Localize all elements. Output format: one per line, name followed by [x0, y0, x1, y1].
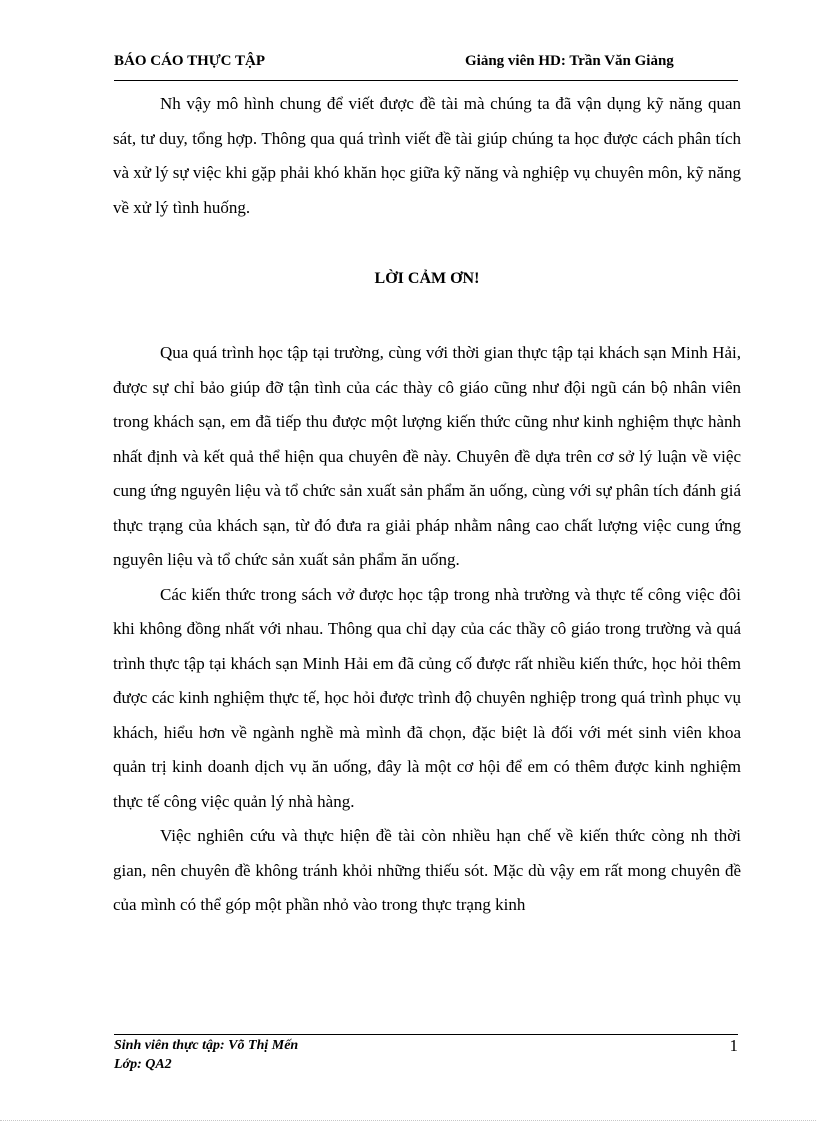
footer-divider: [114, 1034, 738, 1035]
ack-paragraph-2: Các kiến thức trong sách vở được học tập trong nhà trường và thực tế công việc đôi khi không đồng nhất với nhau. Thông qua chỉ dạy của các thầy cô giáo trong trường và quá trình thực tập tại khách sạn Minh Hải em đã củng cố được rất nhiều kiến thức, học hỏi thêm được các kinh nghiệm thực tế, học hỏi được trình độ chuyên nghiệp trong quá trình phục vụ khách, hiểu hơn về ngành nghề mà mình đã chọn, đặc biệt là đối với mét sinh viên khoa quản trị kinh doanh dịch vụ ăn uống, đây là một cơ hội để em có thêm được kinh nghiệm thực tế công việc quản lý nhà hàng.: [113, 584, 741, 811]
intro-section: [113, 87, 741, 225]
ack-paragraph-1: Qua quá trình học tập tại trường, cùng với thời gian thực tập tại khách sạn Minh Hải, được sự chỉ bảo giúp đỡ tận tình của các thày cô giáo cũng như đội ngũ cán bộ nhân viên trong khách sạn, em đã tiếp thu được một lượng kiến thức cũng như kinh nghiệm thực hành nhất định và kết quả thể hiện qua chuyên đề này. Chuyên đề dựa trên cơ sở lý luận về việc cung ứng nguyên liệu và tổ chức sản xuất sản phẩm ăn uống, cùng với sự phân tích đánh giá thực trạng của khách sạn, từ đó đưa ra giải pháp nhằm nâng cao chất lượng việc cung ứng nguyên liệu và tổ chức sản xuất sản phẩm ăn uống.: [113, 343, 741, 569]
page-footer: [114, 1036, 298, 1074]
report-title: BÁO CÁO THỰC TẬP: [114, 53, 265, 69]
intro-paragraph: Nh vậy mô hình chung để viết được đề tài mà chúng ta đã vận dụng kỹ năng quan sát, tư duy, tổng hợp. Thông qua quá trình viết đề tài giúp chúng ta học được cách phân tích và xử lý sự việc khi gặp phải khó khăn học giữa kỹ năng và nghiệp vụ chuyên môn, kỹ năng về xử lý tình huống.: [113, 94, 741, 217]
acknowledgement-section: [113, 336, 741, 923]
page-header: [114, 50, 738, 81]
student-name: Sinh viên thực tập: Võ Thị Mến: [114, 1038, 299, 1053]
instructor-name: Giảng viên HD: Trần Văn Giảng: [465, 53, 674, 69]
ack-paragraph-3: Việc nghiên cứu và thực hiện đề tài còn nhiều hạn chế về kiến thức còng nh thời gian, nên chuyên đề không tránh khỏi những thiếu sót. Mặc dù vậy em rất mong chuyên đề của mình có thể góp một phần nhỏ vào trong thực trạng kinh: [113, 826, 741, 914]
section-heading: LỜI CẢM ƠN!: [374, 270, 480, 287]
page-number: 1: [729, 1036, 738, 1055]
page-edge-divider: [0, 1120, 816, 1121]
class-name: Lớp: QA2: [114, 1057, 172, 1072]
